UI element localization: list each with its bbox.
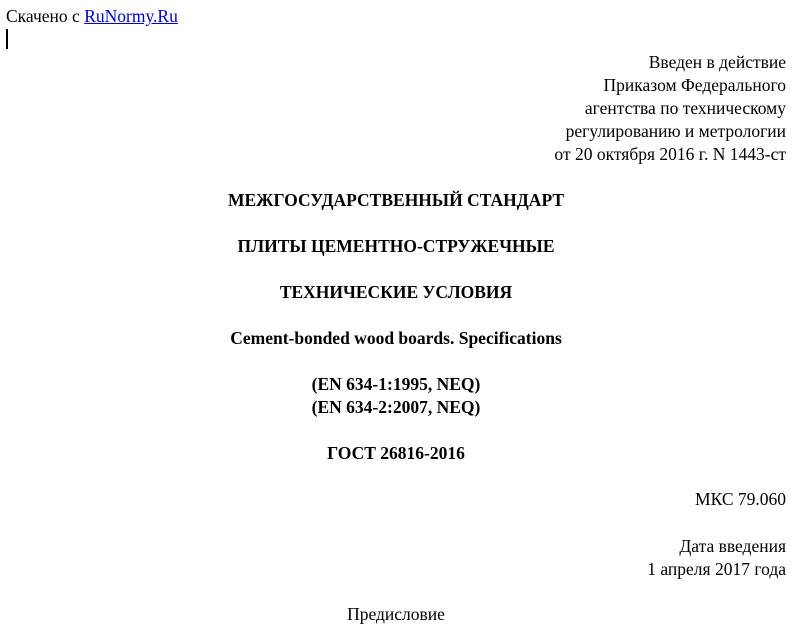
foreword-heading: Предисловие (347, 604, 445, 624)
text-cursor (6, 29, 8, 49)
introduced-line: регулированию и метрологии (565, 121, 786, 141)
introduced-line: Введен в действие (648, 52, 786, 72)
effective-date-label: Дата введения (679, 536, 786, 556)
standard-name-heading: ПЛИТЫ ЦЕМЕНТНО-СТРУЖЕЧНЫЕ (237, 236, 555, 256)
equivalence-line: (EN 634-2:2007, NEQ) (311, 397, 481, 417)
standard-type-heading: МЕЖГОСУДАРСТВЕННЫЙ СТАНДАРТ (227, 190, 565, 210)
introduced-line: от 20 октября 2016 г. N 1443-ст (554, 144, 786, 164)
download-prefix: Скачено с (6, 6, 80, 26)
download-source-line (6, 6, 178, 26)
classification-code: МКС 79.060 (695, 489, 786, 509)
introduced-line: Приказом Федерального (603, 75, 786, 95)
equivalence-line: (EN 634-1:1995, NEQ) (311, 374, 481, 394)
standard-subtitle-heading: ТЕХНИЧЕСКИЕ УСЛОВИЯ (279, 282, 513, 302)
runormy-link[interactable]: RuNormy.Ru (84, 6, 178, 26)
introduced-line: агентства по техническому (584, 98, 786, 118)
effective-date-value: 1 апреля 2017 года (647, 559, 786, 579)
gost-code: ГОСТ 26816-2016 (327, 443, 465, 463)
english-title: Cement-bonded wood boards. Specifications (230, 328, 562, 348)
